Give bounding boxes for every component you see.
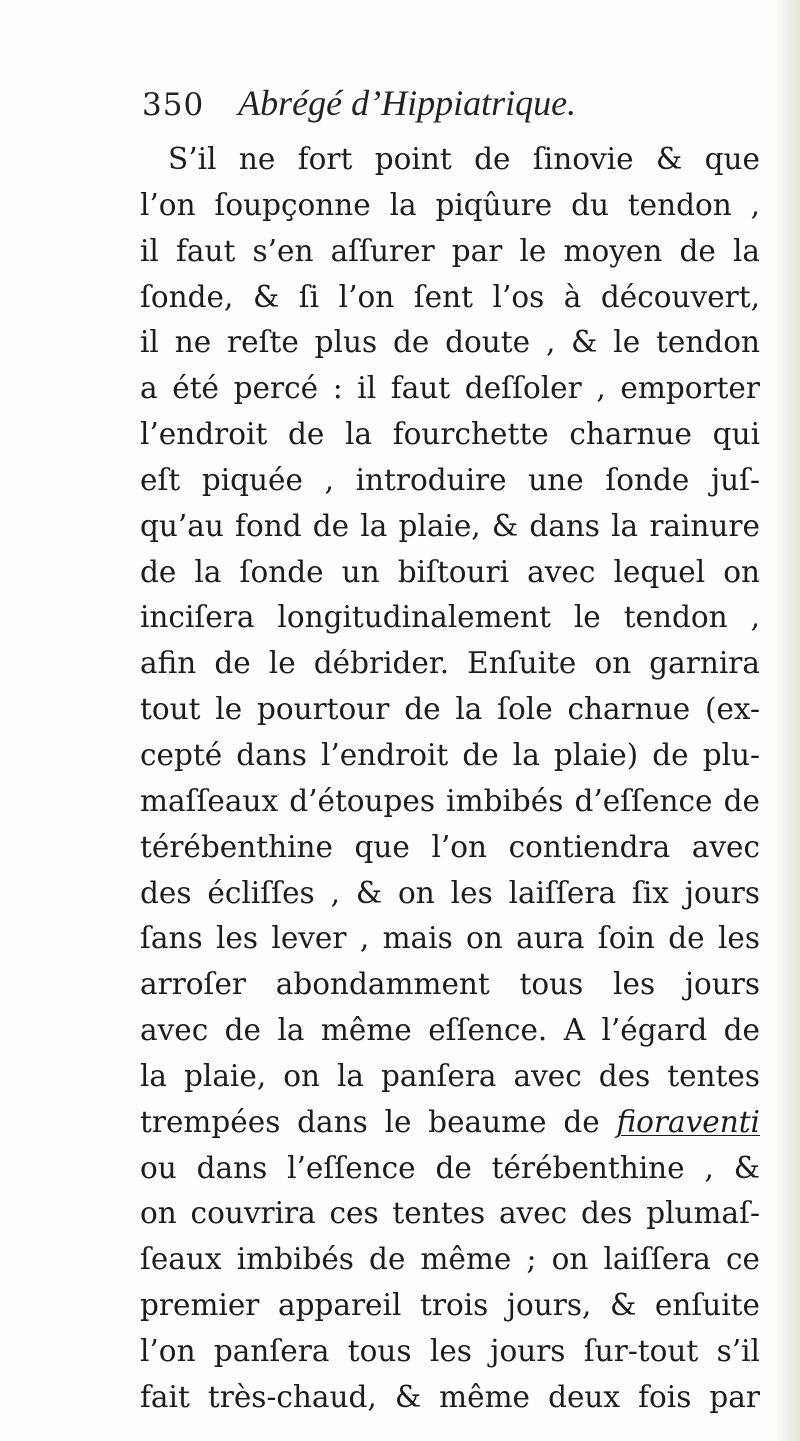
text-line: arroſer abondamment tous les jours [140, 967, 760, 1002]
text-line: a été percé : il faut deſſoler , emporter [140, 371, 760, 406]
text-line: maſſeaux d’étoupes imbibés d’eſſence de [140, 783, 760, 818]
text-line: qu’au fond de la plaie, & dans la rainure [140, 508, 760, 543]
text-line: ou dans l’eſſence de térébenthine , & [140, 1150, 760, 1185]
text-line: premier appareil trois jours, & enſuite [140, 1288, 760, 1323]
text-line: des écliſſes , & on les laiſſera ſix jours [140, 875, 760, 910]
text-line: afin de le débrider. Enſuite on garnira [140, 646, 760, 681]
text-line: tout le pourtour de la ſole charnue (ex- [140, 692, 760, 727]
emphasized-term: fioraventi [616, 1104, 760, 1139]
running-title: Abrégé d’Hippiatrique. [238, 83, 577, 123]
text-line: l’on ſoupçonne la piqûure du tendon , [140, 187, 760, 222]
text-line: on couvrira ces tentes avec des plumaſ- [140, 1196, 760, 1231]
text-line-start: trempées dans le beaume de [140, 1104, 617, 1139]
text-line: térébenthine que l’on contiendra avec [140, 829, 760, 864]
text-line: l’on panſera tous les jours ſur-tout s’il [140, 1333, 760, 1368]
text-line: inciſera longitudinalement le tendon , [140, 600, 760, 635]
page-number: 350 [142, 87, 205, 123]
page-header [142, 82, 576, 132]
page-edge-shadow [774, 0, 800, 1441]
text-line: l’endroit de la fourchette charnue qui [140, 417, 760, 452]
text-line: ſeaux imbibés de même ; on laiſſera ce [140, 1242, 760, 1277]
text-line: ſans les lever , mais on aura ſoin de les [140, 921, 760, 956]
text-line: ſonde, & ſi l’on ſent l’os à découvert, [140, 279, 760, 314]
text-line: eſt piquée , introduire une ſonde juſ- [140, 462, 760, 497]
text-line: S’il ne fort point de ſinovie & que [168, 142, 760, 176]
text-line: fait très-chaud, & même deux fois par [140, 1379, 760, 1414]
text-line: il ne reſte plus de doute , & le tendon [140, 325, 760, 360]
body-text [140, 137, 760, 1421]
text-line-with-emphasis [140, 1100, 760, 1146]
text-line: la plaie, on la panſera avec des tentes [140, 1058, 760, 1093]
text-line: de la ſonde un biſtouri avec lequel on [140, 554, 760, 589]
text-line: il faut s’en aſſurer par le moyen de la [140, 233, 760, 268]
text-line: avec de la même eſſence. A l’égard de [140, 1013, 760, 1048]
text-line: cepté dans l’endroit de la plaie) de plu- [140, 737, 760, 772]
